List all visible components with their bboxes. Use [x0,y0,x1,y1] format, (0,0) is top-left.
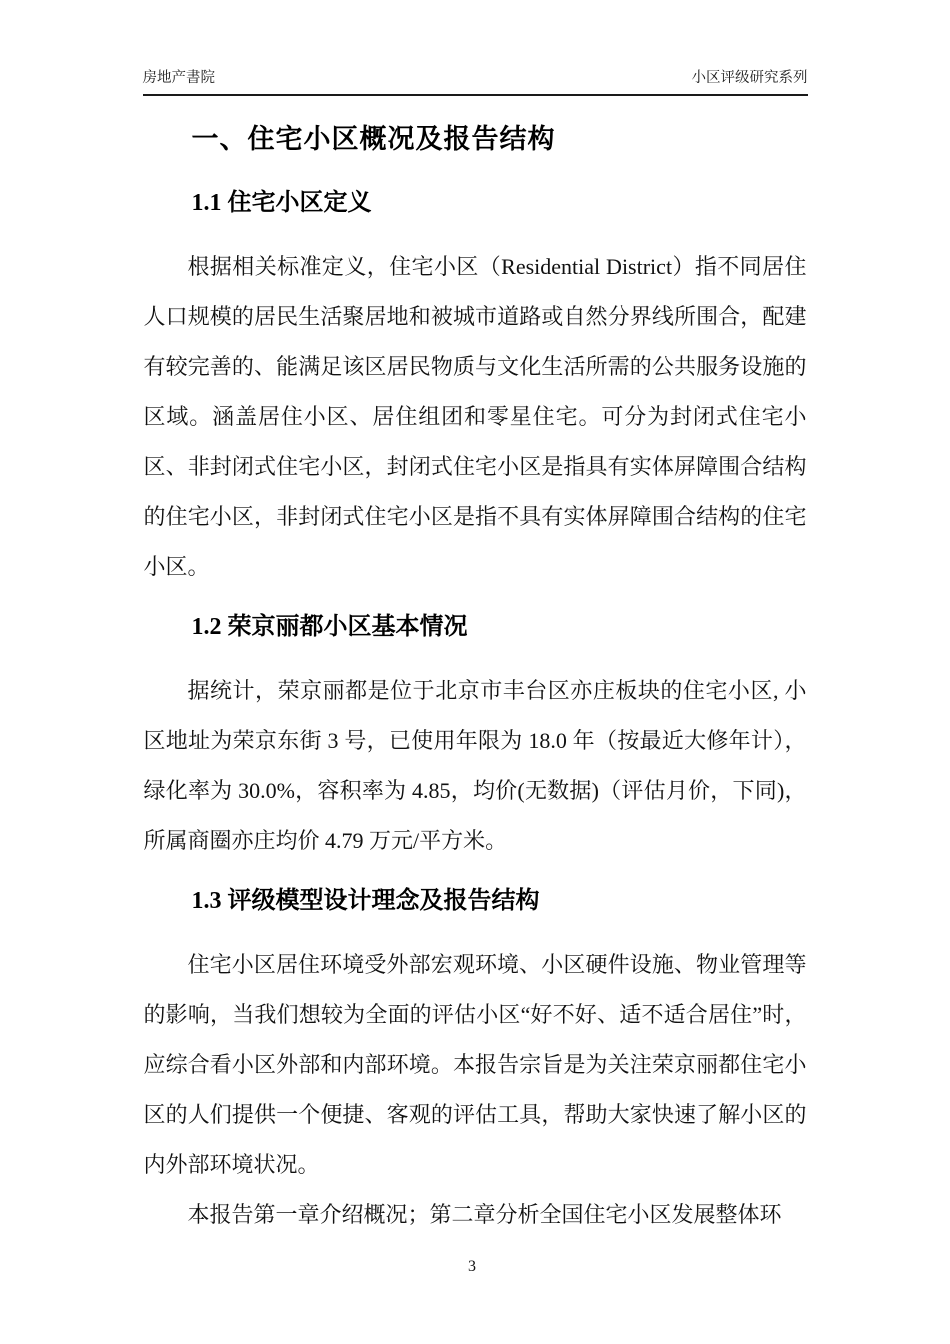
document-body [144,122,807,1240]
section-heading-1-3: 1.3 评级模型设计理念及报告结构 [191,888,540,914]
section-heading-1-1: 1.1 住宅小区定义 [191,190,372,216]
section-1-1-paragraph: 根据相关标准定义，住宅小区（Residential District）指不同居住人口规模的居民生活聚居地和被城市道路或自然分界线所围合，配建有较完善的、能满足该区居民物质与文化生活所需的公共服务设施的区域。涵盖居住小区、居住组团和零星住宅。可分为封闭式住宅小区、非封闭式住宅小区，封闭式住宅小区是指具有实体屏障围合结构的住宅小区，非封闭式住宅小区是指不具有实体屏障围合结构的住宅小区。 [143,254,807,579]
section-heading-1-2: 1.2 荣京丽都小区基本情况 [191,614,468,640]
page-header [143,0,808,96]
section-1-3-paragraph-2: 本报告第一章介绍概况；第二章分析全国住宅小区发展整体环 [187,1202,782,1227]
section-1-2 [144,612,807,866]
header-left-text: 房地产書院 [142,70,215,86]
header-right-text: 小区评级研究系列 [691,70,808,86]
section-1-2-paragraph: 据统计，荣京丽都是位于北京市丰台区亦庄板块的住宅小区, 小区地址为荣京东街 3 号，已使用年限为 18.0 年（按最近大修年计），绿化率为 30.0%，容积率为 4.85，均价(无数据)（评估月价，下同)，所属商圈亦庄均价 4.79 万元/平方米。 [143,678,807,853]
section-1-1 [144,188,807,592]
section-1-3 [144,886,807,1240]
document-title: 一、住宅小区概况及报告结构 [191,124,556,154]
section-1-3-paragraph-1: 住宅小区居住环境受外部宏观环境、小区硬件设施、物业管理等的影响，当我们想较为全面的评估小区“好不好、适不适合居住”时，应综合看小区外部和内部环境。本报告宗旨是为关注荣京丽都住宅小区的人们提供一个便捷、客观的评估工具，帮助大家快速了解小区的内外部环境状况。 [143,952,807,1177]
page-number: 3 [468,1258,476,1275]
